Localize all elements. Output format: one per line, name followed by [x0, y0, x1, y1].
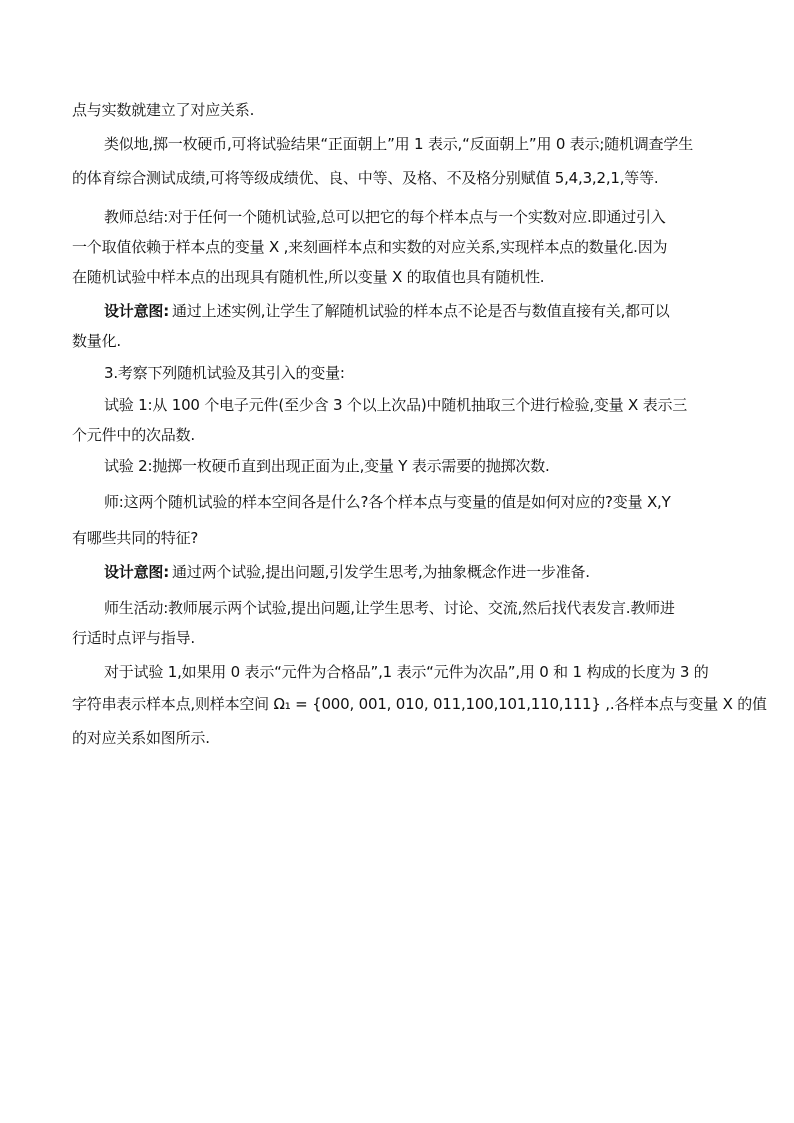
text-line-5: 一个取值依赖于样本点的变量 X ,来刻画样本点和实数的对应关系,实现样本点的数量化.因为: [72, 238, 668, 256]
text-line-7: 通过上述实例,让学生了解随机试验的样本点不论是否与数值直接有关,都可以: [172, 302, 670, 320]
text-line-9: 3.考察下列随机试验及其引入的变量:: [104, 364, 345, 382]
text-line-8: 数量化.: [72, 332, 121, 350]
text-line-3: 的体育综合测试成绩,可将等级成绩优、良、中等、及格、不及格分别赋值 5,4,3,2,1,等等.: [72, 169, 659, 187]
text-line-11: 个元件中的次品数.: [72, 426, 195, 444]
text-line-17: 行适时点评与指导.: [72, 629, 195, 647]
text-line-18: 对于试验 1,如果用 0 表示“元件为合格品”,1 表示“元件为次品”,用 0 和 1 构成的长度为 3 的: [104, 663, 709, 681]
text-line-2: 类似地,掷一枚硬币,可将试验结果“正面朝上”用 1 表示,“反面朝上”用 0 表示;随机调查学生: [104, 135, 694, 153]
text-line-16: 师生活动:教师展示两个试验,提出问题,让学生思考、讨论、交流,然后找代表发言.教师进: [104, 599, 675, 617]
text-line-12: 试验 2:抛掷一枚硬币直到出现正面为止,变量 Y 表示需要的抛掷次数.: [104, 457, 550, 475]
text-line-10: 试验 1:从 100 个电子元件(至少含 3 个以上次品)中随机抽取三个进行检验,变量 X 表示三: [104, 396, 688, 414]
design-intent-label-2: 设计意图:: [104, 563, 169, 581]
text-line-19: 字符串表示样本点,则样本空间 Ω₁ = {000, 001, 010, 011,100,101,110,111} ,.各样本点与变量 X 的值: [72, 695, 767, 713]
text-line-14: 有哪些共同的特征?: [72, 529, 199, 547]
text-line-13: 师:这两个随机试验的样本空间各是什么?各个样本点与变量的值是如何对应的?变量 X,Y: [104, 493, 671, 511]
text-line-6: 在随机试验中样本点的出现具有随机性,所以变量 X 的取值也具有随机性.: [72, 268, 545, 286]
design-intent-label-1: 设计意图:: [104, 302, 169, 320]
text-line-20: 的对应关系如图所示.: [72, 729, 210, 747]
text-line-15: 通过两个试验,提出问题,引发学生思考,为抽象概念作进一步准备.: [172, 563, 590, 581]
text-line-1: 点与实数就建立了对应关系.: [72, 101, 255, 119]
text-line-4: 教师总结:对于任何一个随机试验,总可以把它的每个样本点与一个实数对应.即通过引入: [104, 208, 666, 226]
